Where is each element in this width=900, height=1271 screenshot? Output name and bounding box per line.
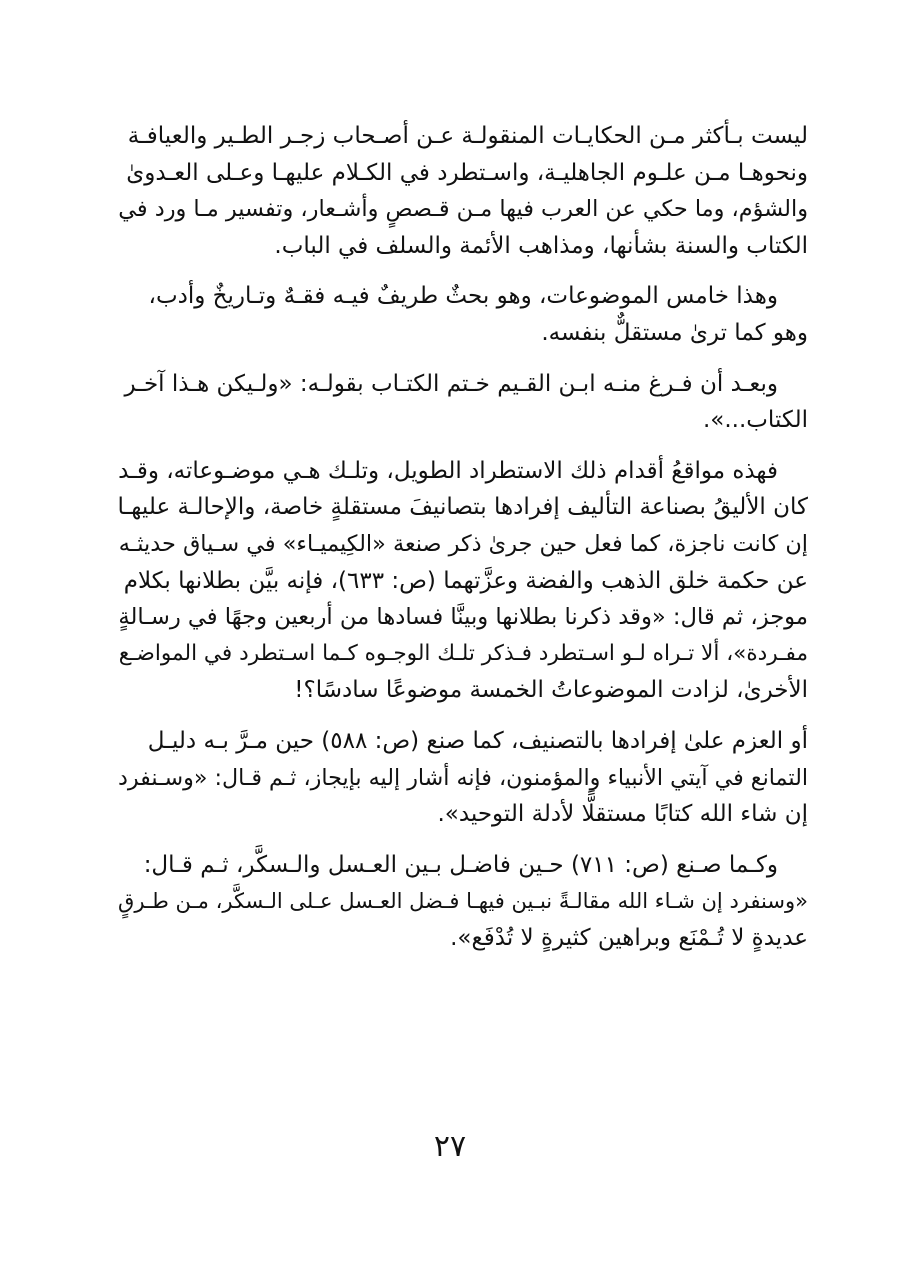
text-line: «وسنفرد إن شـاء الله مقالـةً نبـين فيهـا فـضل العـسل عـلى الـسكَّر، مـن طـرقٍ (118, 888, 808, 914)
text-line: وهو كما ترىٰ مستقلٌّ بنفسه. (541, 319, 808, 346)
paragraph-6 (118, 847, 808, 957)
paragraph-2 (118, 278, 808, 351)
text-line: موجز، ثم قال: «وقد ذكرنا بطلانها وبينَّا فسادها من أربعين وجهًا في رسـالةٍ (118, 604, 808, 631)
text-line: وهذا خامس الموضوعات، وهو بحثٌ طريفٌ فيـه فقـهٌ وتـاريخٌ وأدب، (148, 283, 778, 310)
text-line: والشؤم، وما حكي عن العرب فيها مـن قـصصٍ وأشـعار، وتفسير مـا ورد في (118, 196, 808, 223)
text-line: التمانع في آيتي الأنبياء والمؤمنون، فإنه أشار إليه بإيجاز، ثـم قـال: «وسـنفرد (118, 764, 808, 791)
page-number: ٢٧ (433, 1129, 467, 1164)
text-line: عديدةٍ لا تُـمْنَع وبراهين كثيرةٍ لا تُدْفَع». (450, 924, 808, 951)
text-line: كان الأليقُ بصناعة التأليف إفرادها بتصانيفَ مستقلةٍ خاصة، والإحالـة عليهـا (117, 494, 808, 521)
text-line: فهذه مواقعُ أقدام ذلك الاستطراد الطويل، وتلـك هـي موضـوعاته، وقـد (118, 457, 778, 484)
text-line: إن كانت ناجزة، كما فعل حين جرىٰ ذكر صنعة «الكِيميـاء» في سـياق حديثـه (118, 530, 808, 557)
paragraph-5 (118, 723, 808, 833)
text-line: ونحوهـا مـن علـوم الجاهليـة، واسـتطرد في الكـلام عليهـا وعـلى العـدوىٰ (126, 159, 808, 186)
paragraph-1 (118, 118, 808, 264)
body-text (118, 118, 808, 956)
text-line: وبعـد أن فـرغ منـه ابـن القـيم خـتم الكتـاب بقولـه: «ولـيكن هـذا آخـر (124, 370, 778, 397)
text-line: مفـردة»، ألا تـراه لـو اسـتطرد فـذكر تلـك الوجـوه كـما اسـتطرد في المواضـع (118, 640, 808, 666)
text-line: إن شاء الله كتابًا مستقلًّا لأدلة التوحيد». (437, 801, 808, 828)
text-line: الكتاب...». (702, 407, 808, 434)
paragraph-3 (118, 366, 808, 439)
text-line: وكـما صـنع (ص: ٧١١) حـين فاضـل بـين العـسل والـسكَّر، ثـم قـال: (143, 851, 778, 878)
text-line: الكتاب والسنة بشأنها، ومذاهب الأئمة والسلف في الباب. (274, 232, 808, 259)
text-line: ليست بـأكثر مـن الحكايـات المنقولـة عـن أصـحاب زجـر الطـير والعيافـة (127, 123, 808, 149)
text-line: الأخرىٰ، لزادت الموضوعاتُ الخمسة موضوعًا سادسًا؟! (294, 677, 808, 704)
paragraph-4 (118, 453, 808, 709)
text-line: أو العزم علىٰ إفرادها بالتصنيف، كما صنع (ص: ٥٨٨) حين مـرَّ بـه دليـل (147, 727, 808, 754)
text-line: عن حكمة خلق الذهب والفضة وعزَّتهما (ص: ٦٣٣)، فإنه بيَّن بطلانها بكلام (123, 567, 808, 594)
